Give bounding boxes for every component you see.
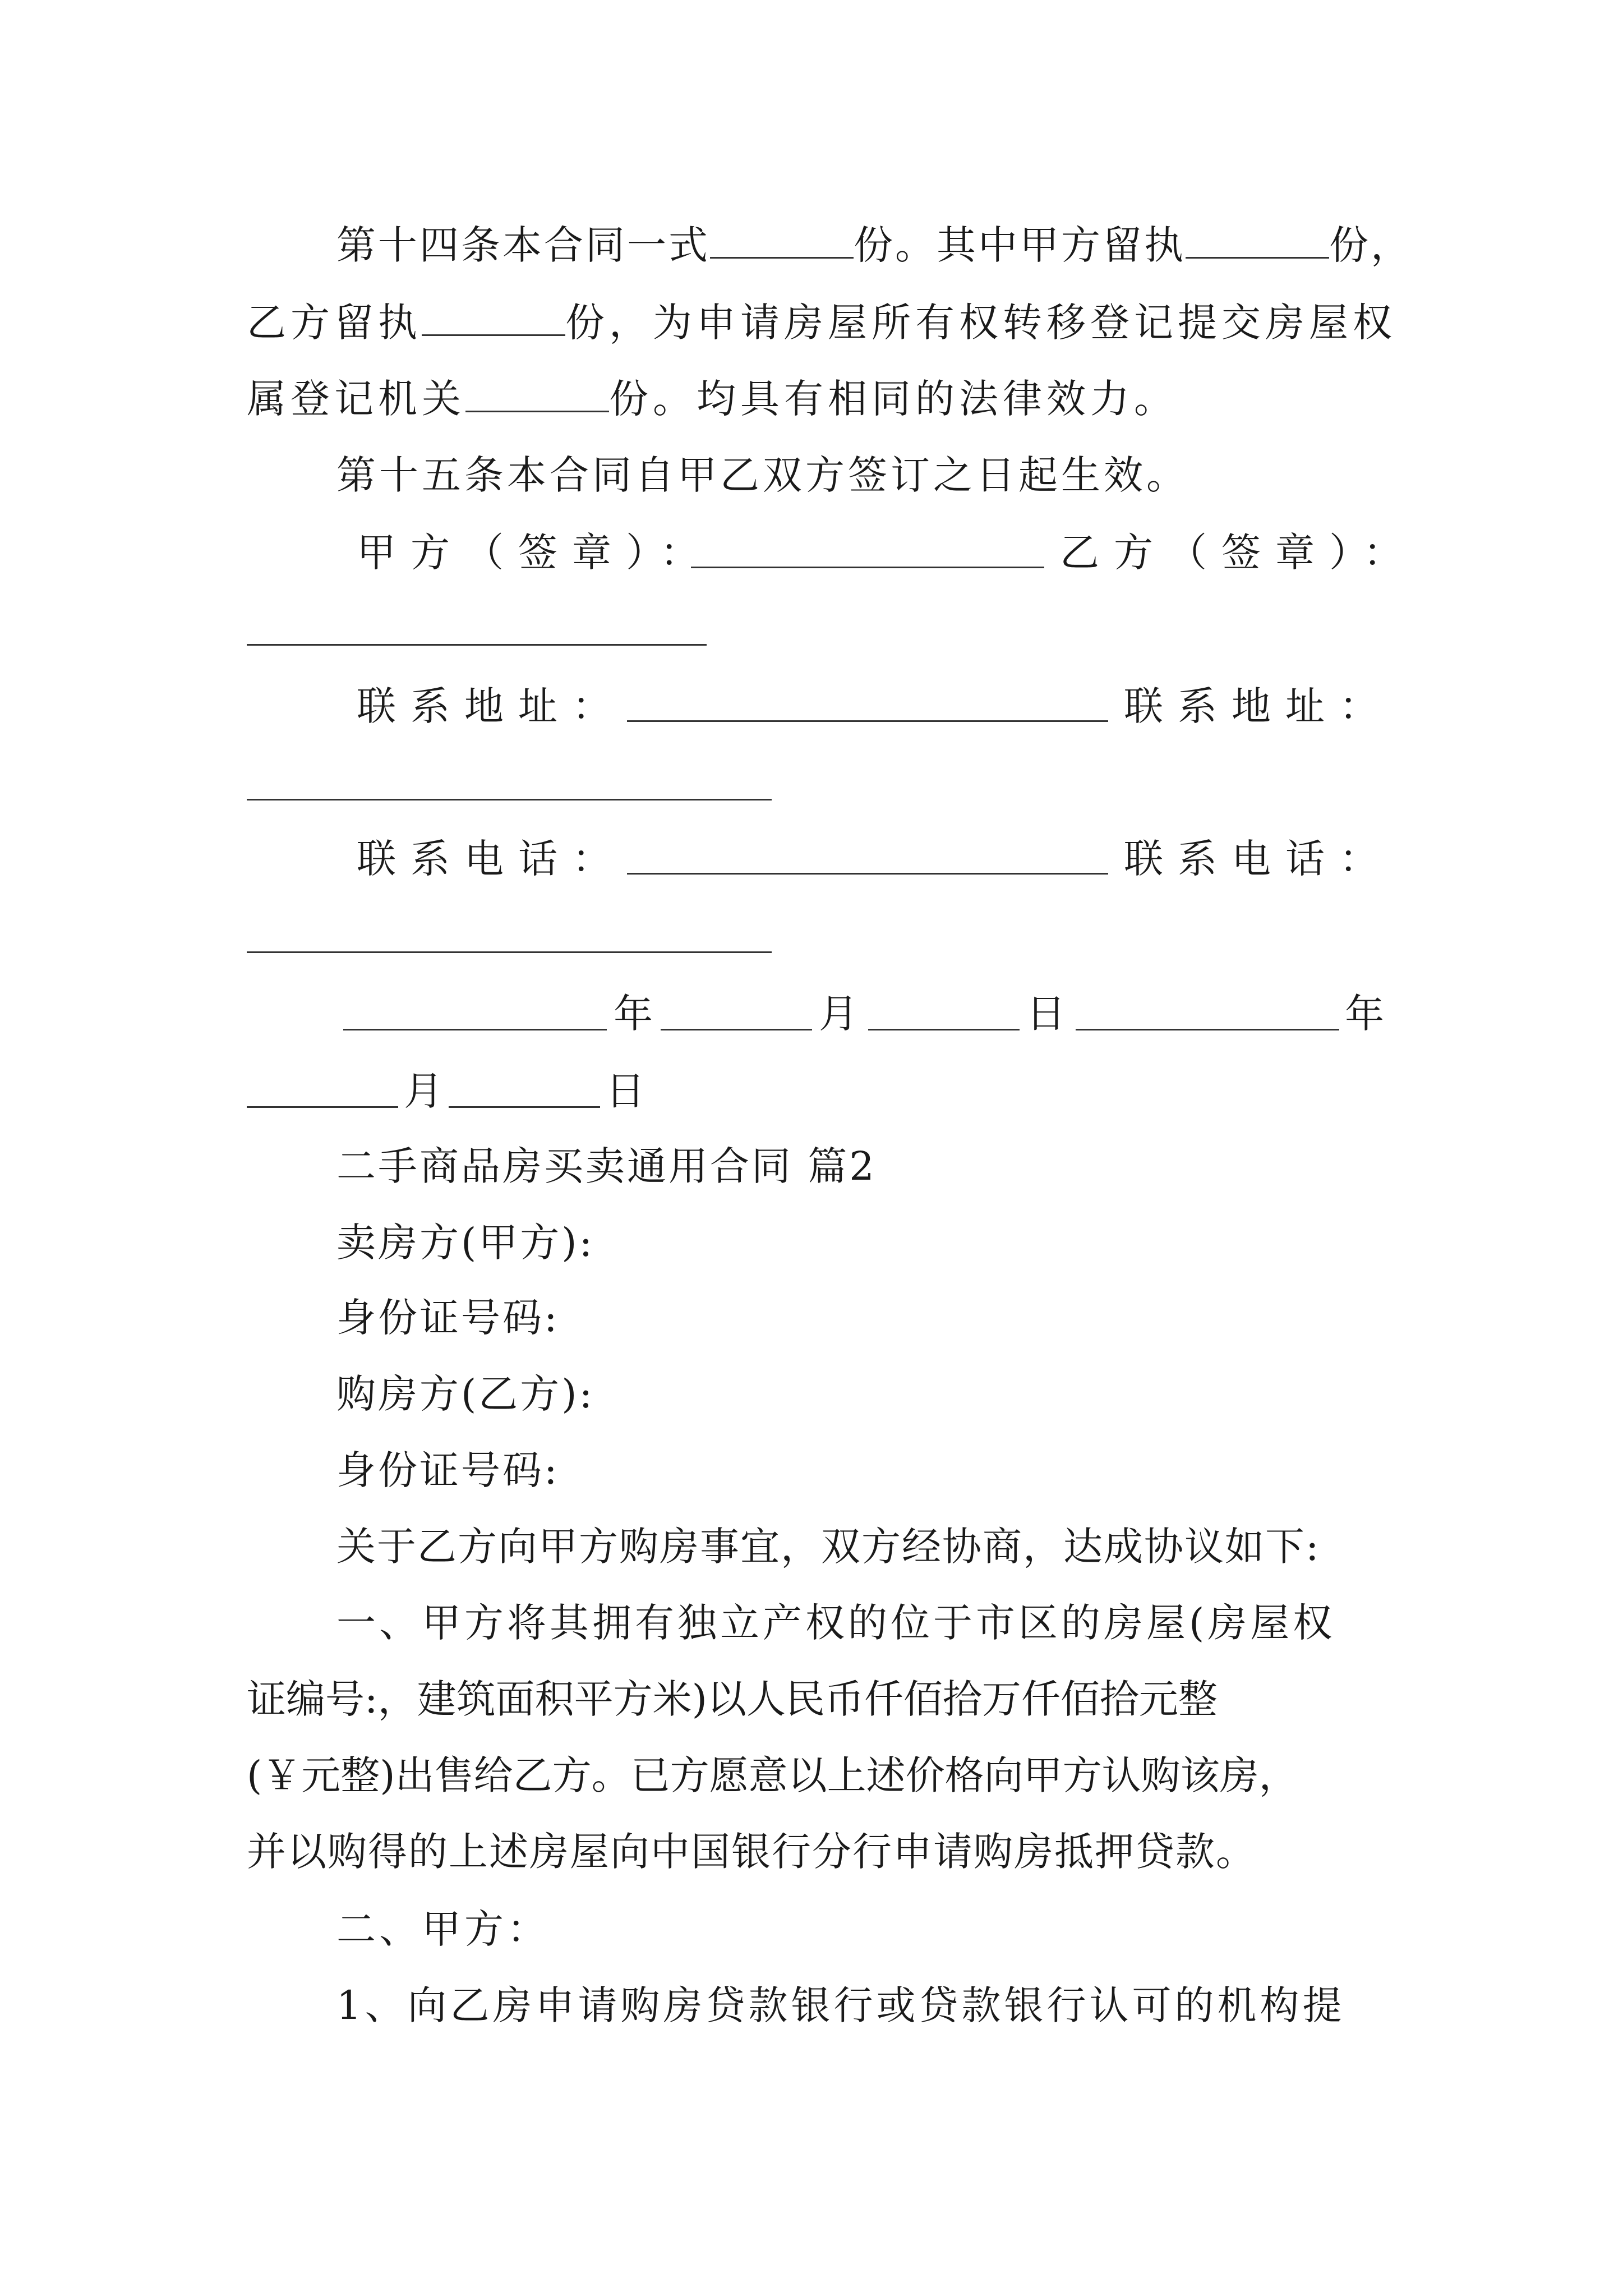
text: 联系地址：	[357, 683, 626, 729]
party-b-sign-line	[247, 644, 707, 646]
date-a-year-line	[343, 1029, 607, 1030]
phone-b-line	[247, 951, 772, 953]
clause2-title	[336, 1906, 550, 1952]
phone-a-label	[357, 836, 626, 882]
clause1-line-2	[247, 1676, 1218, 1722]
text: 联系地址：	[1124, 683, 1393, 729]
address-a-label	[357, 683, 626, 729]
art14-line-3	[247, 376, 1178, 422]
text: 月	[819, 991, 858, 1037]
seller-id-label	[336, 1295, 560, 1341]
text: 身份证号码:	[336, 1295, 560, 1341]
text: 身份证号码:	[336, 1447, 560, 1493]
party-a-sign-line	[691, 567, 1044, 568]
text: 一、甲方将其拥有独立产权的位于市区的房屋(房屋权	[336, 1600, 1336, 1646]
date-a-month-line	[661, 1029, 812, 1030]
text: 乙方留执	[247, 300, 422, 346]
buyer-label	[336, 1371, 595, 1417]
address-a-line	[627, 720, 1108, 722]
text: 卖房方(甲方):	[336, 1220, 595, 1266]
blank-field	[1186, 252, 1329, 259]
text: 联系电话：	[1124, 836, 1393, 882]
date-b-day-line	[449, 1106, 600, 1108]
phone-a-line	[627, 873, 1108, 875]
text: 联系电话：	[357, 836, 626, 882]
text: 证编号:，建筑面积平方米)以人民币仟佰拾万仟佰拾元整	[247, 1676, 1218, 1722]
clause1-line-4	[247, 1829, 1256, 1875]
text: 年	[1345, 991, 1384, 1037]
text: 日	[1026, 991, 1066, 1037]
date-a-day-line	[868, 1029, 1020, 1030]
section-title	[336, 1143, 877, 1189]
phone-b-label	[1124, 836, 1393, 882]
intro-paragraph	[336, 1524, 1320, 1570]
text: 关于乙方向甲方购房事宜，双方经协商，达成协议如下:	[336, 1524, 1320, 1570]
blank-field	[710, 252, 854, 259]
text: 第十五条本合同自甲乙双方签订之日起生效。	[336, 452, 1189, 498]
text: 份。其中甲方留执	[854, 222, 1186, 268]
date-a-day-label	[1026, 991, 1066, 1037]
text: 份，	[1329, 222, 1412, 268]
text: 份，为申请房屋所有权转移登记提交房屋权	[565, 300, 1396, 346]
text: 购房方(乙方):	[336, 1371, 595, 1417]
text: 二手商品房买卖通用合同 篇2	[336, 1143, 877, 1189]
clause2-item-1	[336, 1982, 1345, 2028]
seller-label	[336, 1220, 595, 1266]
date-a-year-label	[614, 991, 653, 1037]
text: 日	[606, 1068, 645, 1114]
text: (￥元整)出售给乙方。已方愿意以上述价格向甲方认购该房，	[247, 1752, 1298, 1798]
address-b-label	[1124, 683, 1393, 729]
art15	[336, 452, 1189, 498]
date-b-month-label	[404, 1068, 443, 1114]
address-b-line	[247, 799, 772, 800]
text: 二、甲方：	[336, 1906, 550, 1952]
text: 属登记机关	[247, 376, 465, 422]
party-b-sign-label	[1060, 530, 1417, 576]
blank-field	[422, 330, 565, 336]
clause1-line-1	[336, 1600, 1336, 1646]
date-b-year-line	[1076, 1029, 1339, 1030]
text: 乙方（签章）：	[1060, 530, 1417, 576]
text: 月	[404, 1068, 443, 1114]
clause1-line-3	[247, 1752, 1298, 1798]
date-a-month-label	[819, 991, 858, 1037]
text: 年	[614, 991, 653, 1037]
text: 1、向乙房申请购房贷款银行或贷款银行认可的机构提	[336, 1982, 1345, 2028]
date-b-month-line	[247, 1106, 398, 1108]
art14-line-2	[247, 300, 1396, 346]
text: 份。均具有相同的法律效力。	[609, 376, 1178, 422]
party-a-sign-label	[357, 530, 714, 576]
blank-field	[465, 406, 609, 412]
buyer-id-label	[336, 1447, 560, 1493]
text: 甲方（签章）：	[357, 530, 714, 576]
text: 第十四条本合同一式	[336, 222, 710, 268]
art14-line-1	[336, 222, 1412, 268]
date-b-year-label	[1345, 991, 1384, 1037]
date-b-day-label	[606, 1068, 645, 1114]
text: 并以购得的上述房屋向中国银行分行申请购房抵押贷款。	[247, 1829, 1256, 1875]
